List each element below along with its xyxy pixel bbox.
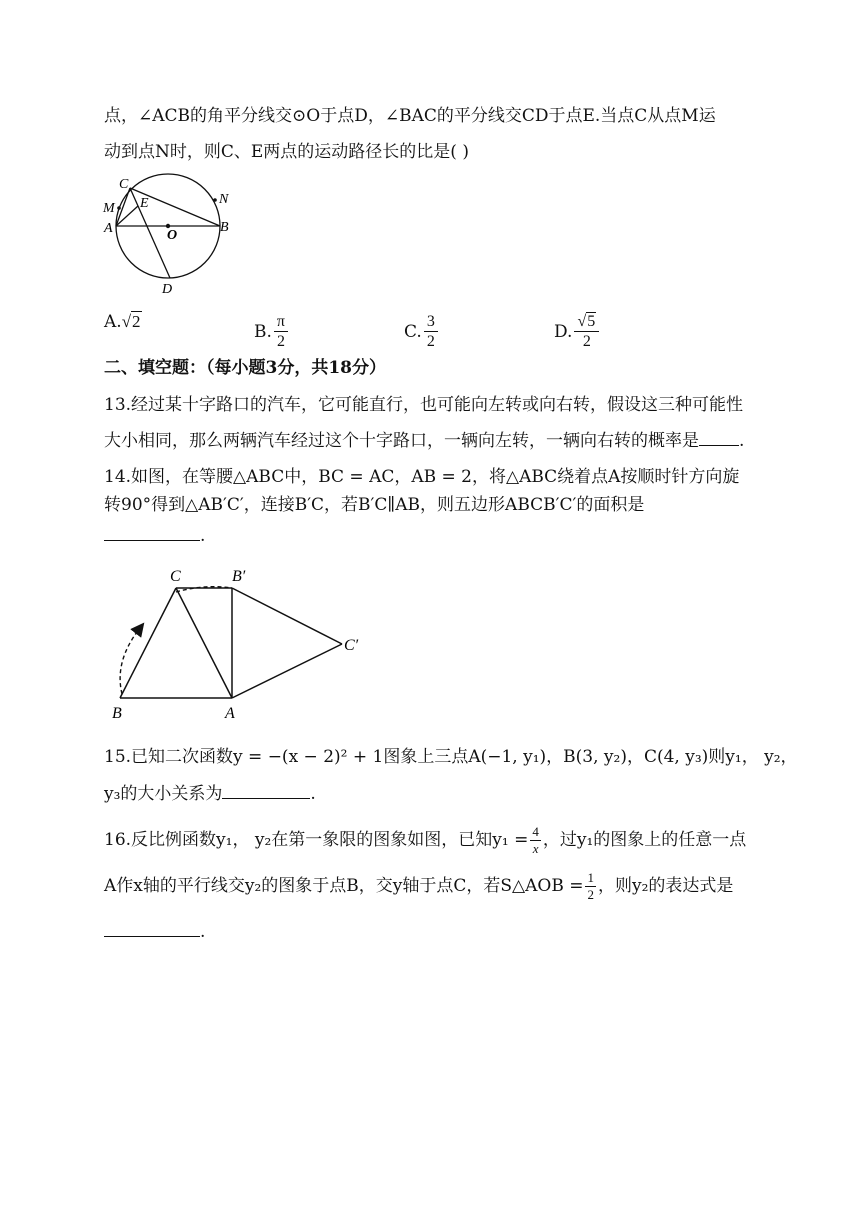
segment-cd	[130, 188, 170, 278]
q13-text-line2: 大小相同，那么两辆汽车经过这个十字路口，一辆向左转，一辆向右转的概率是 .	[104, 431, 745, 451]
q15-text-line1: 15.已知二次函数y = −(x − 2)² + 1图象上三点A(−1, y₁)，B(3, y₂)，C(4, y₃)则y₁， y₂，	[104, 747, 798, 767]
q14-answer-blank	[104, 540, 200, 541]
q16-text-line2: A作x轴的平行线交y₂的图象于点B，交y轴于点C，若S△AOB = $\frac{1}{2}$ ，则y₂的表达式是	[104, 870, 734, 902]
q15-text-line2: y₃的大小关系为 .	[104, 784, 316, 804]
segment-ca	[176, 588, 232, 698]
choice-d: D. $\frac{√5}{2}$	[554, 312, 599, 351]
label-c: C	[119, 177, 129, 192]
label-b-prime: B′	[232, 568, 246, 585]
q12-text-line2: 动到点N时，则C、E两点的运动路径长的比是( )	[104, 142, 469, 162]
rotation-arc-lower	[120, 628, 140, 694]
q16-answer-line: .	[104, 920, 205, 944]
segment-a-c-prime	[232, 644, 342, 698]
choice-a: A. √2	[104, 312, 141, 332]
label-o: O	[167, 228, 178, 243]
q14-text-line2: 转90°得到△AB′C′，连接B′C，若B′C∥AB，则五边形ABCB′C′的面积是	[104, 495, 645, 515]
label-b: B	[220, 220, 229, 235]
label-a: A	[104, 221, 113, 236]
q14-text-line1: 14.如图，在等腰△ABC中，BC = AC，AB = 2，将△ABC绕着点A按顺时针方向旋	[104, 467, 740, 487]
segment-bc	[120, 588, 176, 698]
q14-pentagon-figure	[104, 566, 374, 726]
label-m: M	[103, 201, 115, 216]
label-d: D	[162, 282, 173, 297]
label-a: A	[225, 705, 235, 722]
q13-text-line1: 13.经过某十字路口的汽车，它可能直行，也可能向左转或向右转，假设这三种可能性	[104, 395, 744, 415]
section-title: 二、填空题：（每小题3分，共18分）	[104, 358, 386, 378]
label-c: C	[170, 568, 181, 585]
label-c-prime: C′	[344, 637, 359, 654]
label-e: E	[140, 196, 149, 211]
label-n: N	[219, 192, 229, 207]
choice-b: B. $\frac{\pi}{2}$	[254, 312, 288, 351]
choice-c: C. $\frac{3}{2}$	[404, 312, 438, 351]
q16-text-line1: 16.反比例函数y₁， y₂在第一象限的图象如图，已知y₁ = $\frac{4}{x}$ ，过y₁的图象上的任意一点	[104, 824, 747, 856]
q13-answer-blank	[699, 445, 739, 446]
q16-answer-blank	[104, 936, 200, 937]
q12-text-line1: 点，∠ACB的角平分线交⊙O于点D，∠BAC的平分线交CD于点E.当点C从点M运	[104, 106, 716, 126]
q14-answer-line: .	[104, 524, 205, 548]
q12-circle-figure	[100, 172, 240, 297]
segment-b-prime-c-prime	[232, 588, 342, 644]
label-b: B	[112, 705, 122, 722]
q15-answer-blank	[222, 798, 310, 799]
